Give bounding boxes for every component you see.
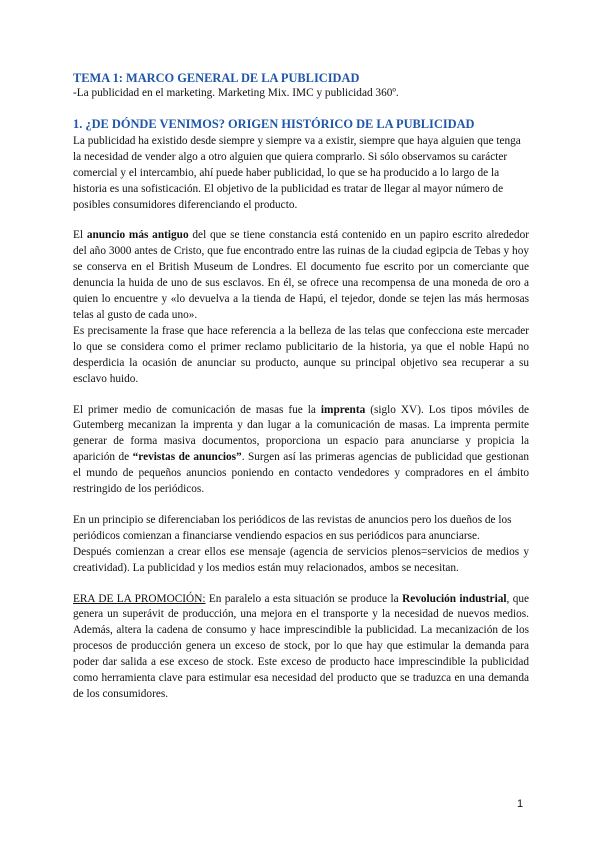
paragraph-printing-mid: (siglo XV). Los tipos móviles de Gutemberg mecanizan la imprenta y dan lugar a la comunicación de masas. La imprenta permite generar de forma masiva documentos, proporciona un espacio para anunciarse y propicia la aparición de xyxy=(73,403,529,464)
bold-industrial-revolution: Revolución industrial xyxy=(402,592,507,605)
paragraph-newspapers: En un principio se diferenciaban los periódicos de las revistas de anuncios pero los dueños de los periódicos comienzan a financiarse vendiendo espacios en sus periódicos para anunciarse. xyxy=(73,513,512,542)
paragraph-oldest-ad-start: El xyxy=(73,229,87,242)
emphasis-consumers: posibles consumidores diferenciando el producto xyxy=(73,198,295,211)
document-title: TEMA 1: MARCO GENERAL DE LA PUBLICIDAD xyxy=(73,71,360,85)
paragraph-printing-start: El primer medio de comunicación de masas fue la xyxy=(73,403,321,416)
bold-imprenta: imprenta xyxy=(320,403,366,416)
bold-oldest-ad: anuncio más antiguo xyxy=(86,229,189,242)
paragraph-promotion-text: , que genera un superávit de producción, una mejora en el transporte y la necesidad de nuevos medios. Además, altera la cadena de consumo y hace imprescindible la publicidad. La mecanización de los procesos de producción genera un exceso de stock, por lo que hay que estimular la demanda para poder dar salida a ese exceso de stock. Este exceso de producto hace imprescindible la publicidad como herramienta clave para estimular esa necesidad del producto que se traduzca en una demanda de los consumidores. xyxy=(73,592,530,700)
paragraph-promotion-mid: En paralelo a esta situación se produce la xyxy=(205,592,403,605)
paragraph-printing-end: . Surgen así las primeras agencias de publicidad que gestionan el mundo de pequeños anuncios poniendo en contacto vendedores y compradores en el ámbito restringido de los periódicos. xyxy=(73,451,529,496)
page-content xyxy=(73,70,529,703)
document-subtitle: -La publicidad en el marketing. Marketing Mix. IMC y publicidad 360º. xyxy=(73,87,399,99)
paragraph-hapu: Es precisamente la frase que hace referencia a la belleza de las telas que confecciona este mercader lo que se considera como el primer reclamo publicitario de la historia, ya que el noble Hapú no desperdicia la ocasión de anunciar su producto, aunque su principal objetivo sea recuperar a su esclavo huido. xyxy=(73,324,529,385)
section-heading: 1. ¿DE DÓNDE VENIMOS? ORIGEN HISTÓRICO DE LA PUBLICIDAD xyxy=(73,116,475,131)
bold-revistas: “revistas de anuncios” xyxy=(132,451,242,464)
paragraph-promotion-era xyxy=(73,592,529,703)
paragraph-agencies: Después comienzan a crear ellos ese mensaje (agencia de servicios plenos=servicios de medios y creatividad). La publicidad y los medios están muy relacionados, ambos se necesitan. xyxy=(73,545,529,574)
paragraph-printing xyxy=(73,403,529,498)
page-number: 1 xyxy=(517,798,524,810)
heading-promotion-era: ERA DE LA PROMOCIÓN: xyxy=(73,592,206,605)
paragraph-oldest-ad-text: del que se tiene constancia está contenido en un papiro escrito alrededor del año 3000 antes de Cristo, que fue encontrado entre las ruinas de la ciudad egipcia de Tebas y hoy se conserva en el British Museum de Londres. El documento fue escrito por un comerciante que denuncia la huida de uno de sus esclavos. En él, se ofrece una recompensa de una moneda de oro a quien lo encuentre y «lo devuelva a la tienda de Hapú, el tejedor, donde se tejen las más hermosas telas al gusto de cada uno». xyxy=(73,229,529,321)
paragraph-intro xyxy=(73,134,529,214)
paragraph-intro-end: . xyxy=(294,198,298,211)
paragraph-intro-text: La publicidad ha existido desde siempre y siempre va a existir, siempre que haya alguien que tenga la necesidad de vender algo a otro alguien que quiera comprarlo. Si sólo observamos su carácter comercial y el intercambio, ahí puede haber publicidad, lo que se ha producido a lo largo de la historia es una sofisticación. El objetivo de la publicidad es tratar de llegar al mayor número de xyxy=(73,134,521,195)
paragraph-oldest-ad xyxy=(73,228,529,323)
